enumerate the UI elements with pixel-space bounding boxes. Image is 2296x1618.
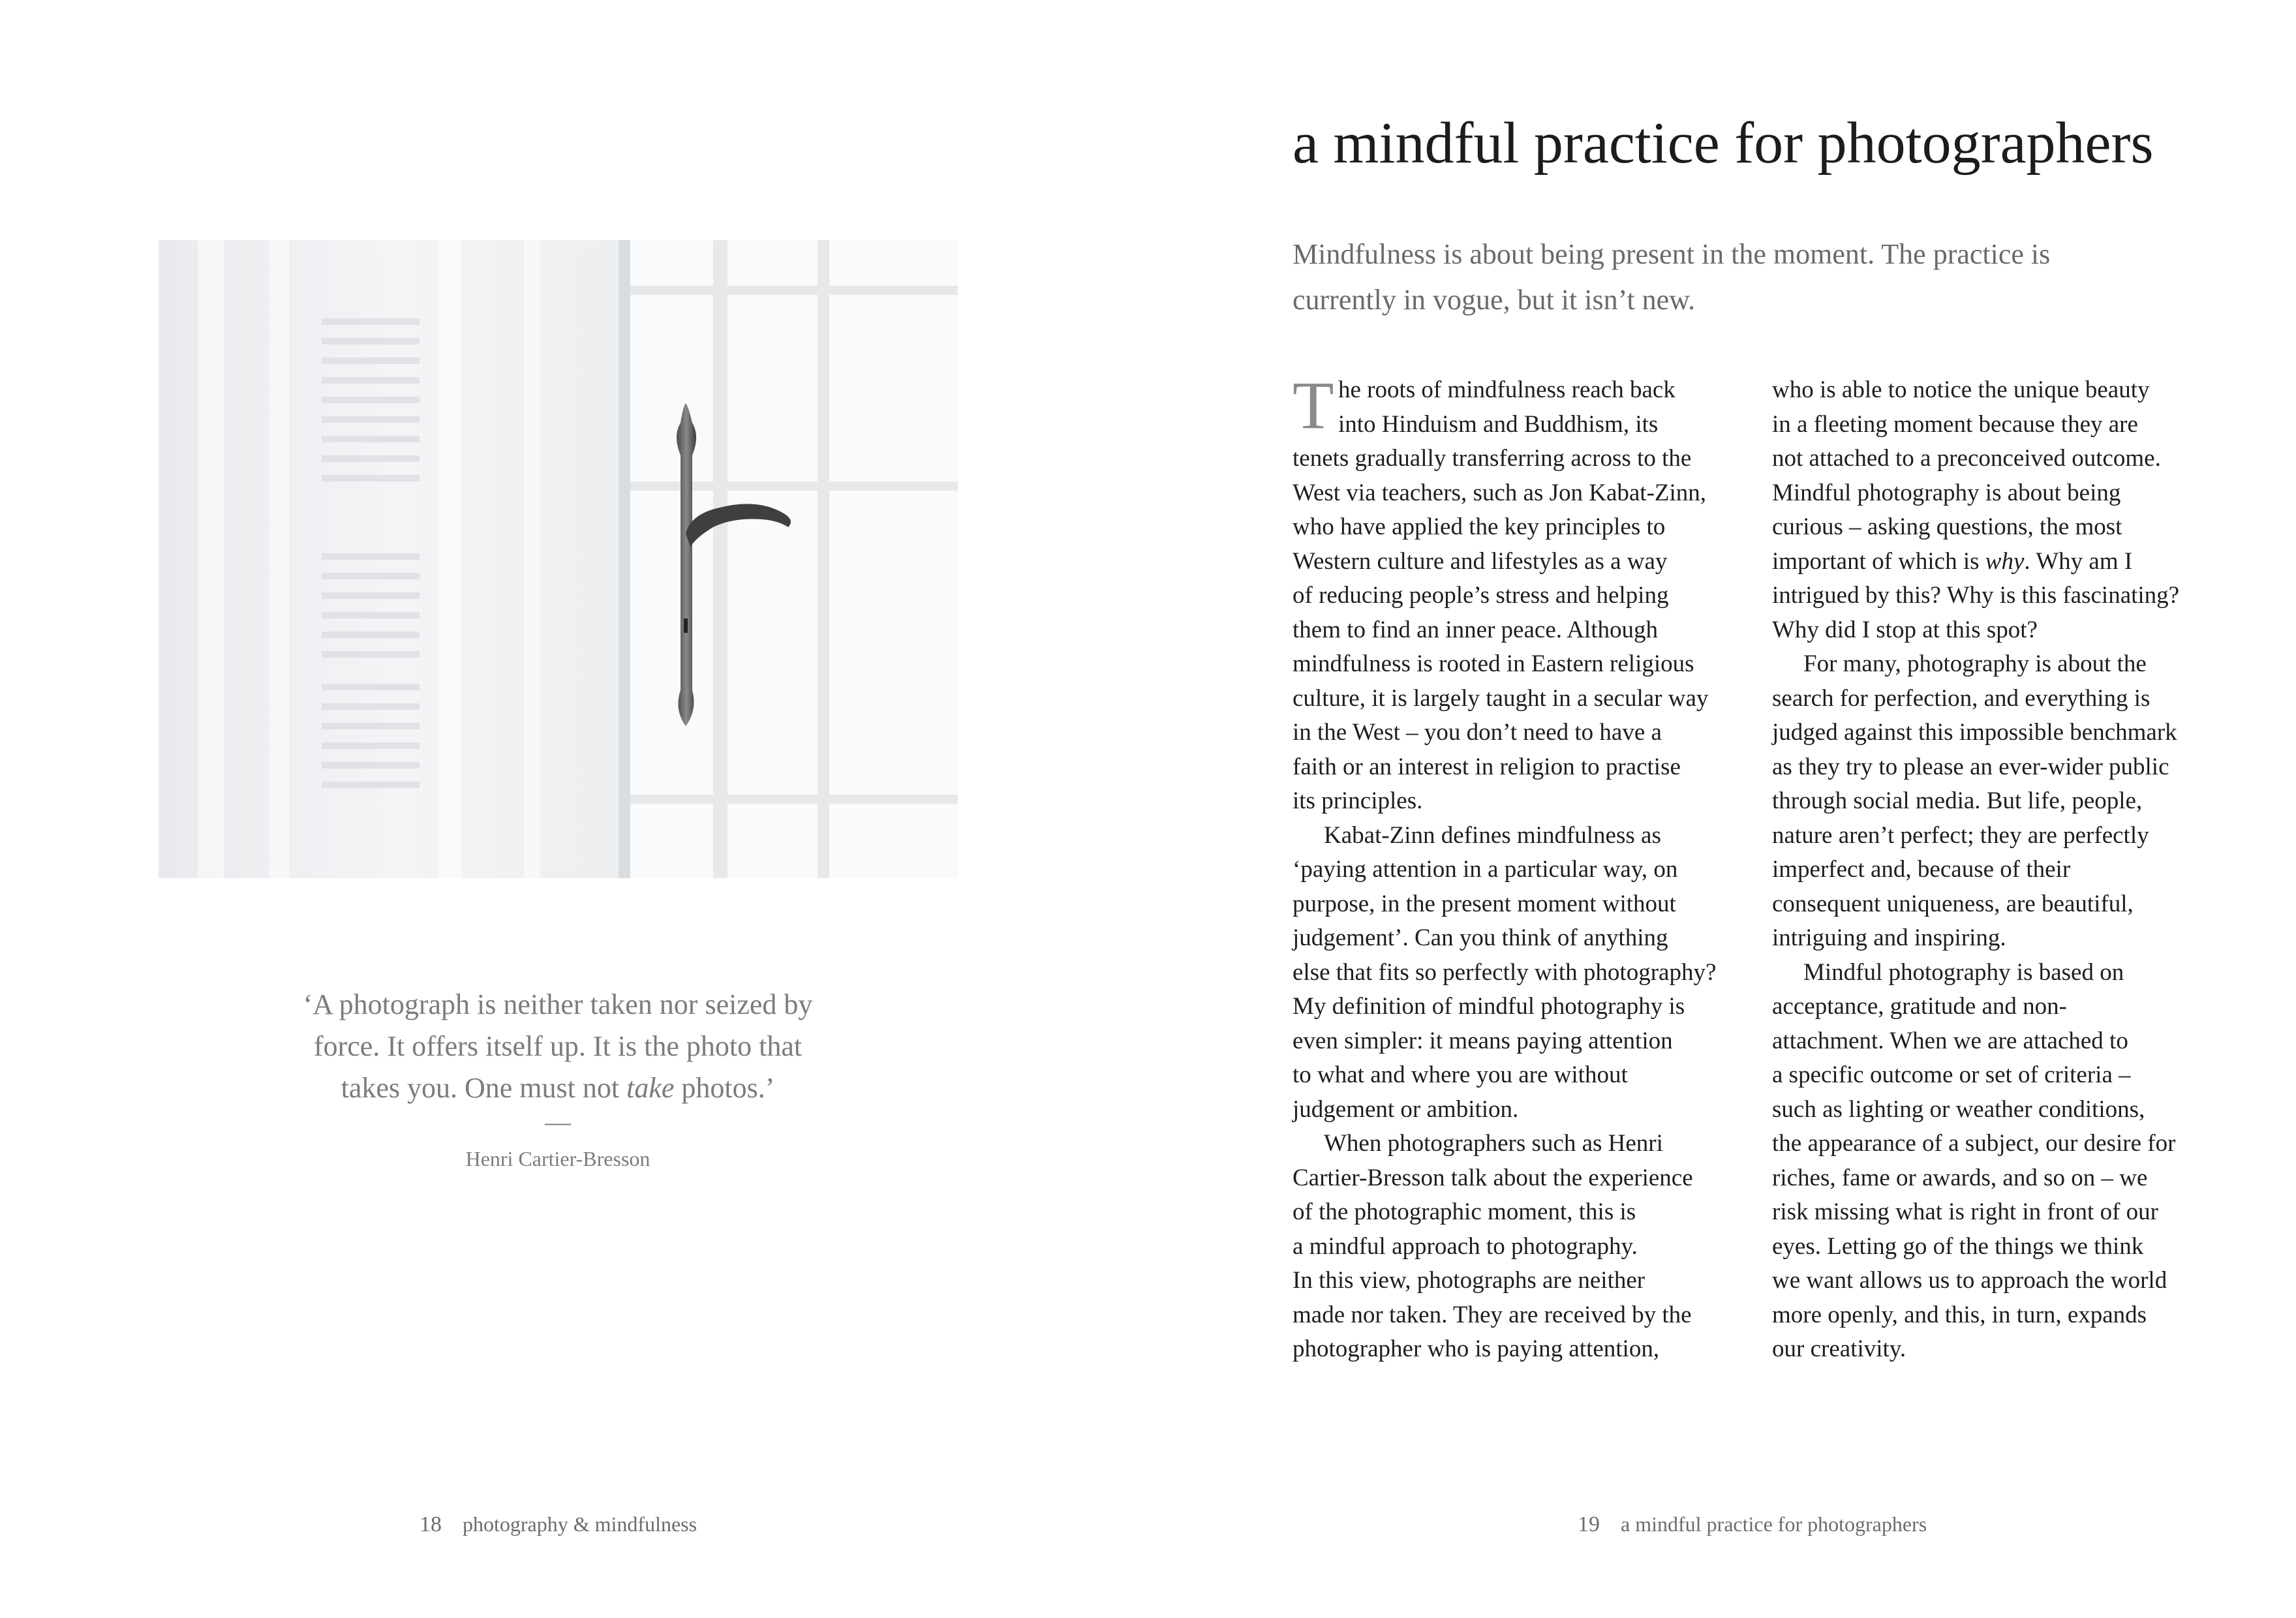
body-line: Mindful photography is based on <box>1803 958 2124 986</box>
body-line: judged against this impossible benchmark <box>1772 719 2177 746</box>
body-line: tenets gradually transferring across to the <box>1293 445 1692 472</box>
body-emphasis: why <box>1985 547 2025 575</box>
body-line: such as lighting or weather conditions, <box>1772 1095 2145 1123</box>
body-line: ‘paying attention in a particular way, on <box>1293 856 1678 883</box>
body-line: intriguing and inspiring. <box>1772 924 2006 951</box>
quote-author: Henri Cartier-Bresson <box>465 1147 651 1170</box>
body-line: imperfect and, because of their <box>1772 856 2071 883</box>
body-line: faith or an interest in religion to practise <box>1293 753 1681 780</box>
body-line: judgement or ambition. <box>1293 1095 1519 1123</box>
pull-quote <box>297 984 819 1174</box>
body-line: a specific outcome or set of criteria – <box>1772 1061 2131 1088</box>
body-line: culture, it is largely taught in a secular way <box>1293 684 1709 712</box>
body-line: as they try to please an ever-wider public <box>1772 753 2169 780</box>
body-line <box>1772 545 2222 579</box>
body-text: he roots of mindfulness reach back <box>1338 376 1676 403</box>
body-line: photographer who is paying attention, <box>1293 1336 1660 1362</box>
body-line: Western culture and lifestyles as a way <box>1293 547 1668 575</box>
body-line: In this view, photographs are neither <box>1293 1267 1645 1294</box>
body-line: West via teachers, such as Jon Kabat-Zinn, <box>1293 479 1707 506</box>
footer-left <box>420 1512 697 1537</box>
body-line: made nor taken. They are received by the <box>1293 1301 1692 1328</box>
door-handle-window-photo-icon <box>159 240 958 878</box>
body-line: our creativity. <box>1772 1336 1906 1362</box>
quote-line <box>297 1067 819 1109</box>
body-line: a mindful approach to photography. <box>1293 1232 1638 1260</box>
body-line: who is able to notice the unique beauty <box>1772 376 2150 403</box>
body-line: Why did I stop at this spot? <box>1772 616 2038 643</box>
intro-line: Mindfulness is about being present in the moment. The practice is <box>1293 238 2051 270</box>
body-line: else that fits so perfectly with photography? <box>1293 958 1717 986</box>
drop-cap: T <box>1293 368 1334 443</box>
body-line: Kabat-Zinn defines mindfulness as <box>1324 821 1661 849</box>
quote-line: force. It offers itself up. It is the photo that <box>313 1030 803 1062</box>
quote-dash: — <box>545 1107 571 1137</box>
body-line: judgement’. Can you think of anything <box>1293 924 1668 951</box>
body-line: of the photographic moment, this is <box>1293 1198 1636 1225</box>
running-head: photography & mindfulness <box>463 1512 697 1536</box>
body-line: into Hinduism and Buddhism, its <box>1338 410 1659 438</box>
quote-text-segment: photos.’ <box>674 1072 775 1104</box>
body-line: Mindful photography is about being <box>1772 479 2121 506</box>
body-line: My definition of mindful photography is <box>1293 993 1685 1020</box>
body-line: even simpler: it means paying attention <box>1293 1027 1673 1054</box>
body-line: search for perfection, and everything is <box>1772 684 2151 712</box>
body-column-1 <box>1293 368 1746 1367</box>
body-line: we want allows us to approach the world <box>1772 1267 2167 1294</box>
running-head: a mindful practice for photographers <box>1621 1512 1927 1536</box>
body-line: risk missing what is right in front of our <box>1772 1198 2158 1225</box>
body-line: acceptance, gratitude and non- <box>1772 993 2067 1020</box>
body-line: attachment. When we are attached to <box>1772 1027 2128 1054</box>
intro-paragraph <box>1293 232 2141 323</box>
body-line: who have applied the key principles to <box>1293 513 1666 540</box>
page-number: 18 <box>420 1512 442 1536</box>
body-line: through social media. But life, people, <box>1772 787 2143 814</box>
page-number: 19 <box>1578 1512 1600 1536</box>
body-line: them to find an inner peace. Although <box>1293 616 1658 643</box>
body-line: nature aren’t perfect; they are perfectly <box>1772 821 2149 849</box>
body-line: not attached to a preconceived outcome. <box>1772 445 2161 472</box>
body-text: . Why am I <box>2024 547 2133 575</box>
body-line: eyes. Letting go of the things we think <box>1772 1232 2144 1260</box>
intro-line: currently in vogue, but it isn’t new. <box>1293 284 1696 316</box>
body-line: intrigued by this? Why is this fascinating? <box>1772 582 2180 609</box>
footer-right <box>1578 1512 1927 1537</box>
door-handle-photo <box>159 240 958 878</box>
quote-text <box>297 984 819 1109</box>
body-line: mindfulness is rooted in Eastern religious <box>1293 650 1694 677</box>
body-line: riches, fame or awards, and so on – we <box>1772 1164 2148 1191</box>
quote-line: ‘A photograph is neither taken nor seized by <box>303 988 813 1020</box>
quote-text-segment: takes you. One must not <box>341 1072 627 1104</box>
body-line: of reducing people’s stress and helping <box>1293 582 1669 609</box>
body-line: When photographers such as Henri <box>1324 1130 1663 1157</box>
body-line: consequent uniqueness, are beautiful, <box>1772 890 2134 917</box>
body-line: Cartier-Bresson talk about the experience <box>1293 1164 1693 1191</box>
body-line: the appearance of a subject, our desire for <box>1772 1130 2176 1157</box>
body-line: purpose, in the present moment without <box>1293 890 1676 917</box>
body-line: more openly, and this, in turn, expands <box>1772 1301 2147 1328</box>
body-line: curious – asking questions, the most <box>1772 513 2122 540</box>
body-line: its principles. <box>1293 787 1423 814</box>
body-line: For many, photography is about the <box>1803 650 2147 677</box>
body-line: to what and where you are without <box>1293 1061 1628 1088</box>
body-line: in the West – you don’t need to have a <box>1293 719 1662 746</box>
page-title: a mindful practice for photographers <box>1293 111 2154 176</box>
body-text: important of which is <box>1772 547 1985 575</box>
quote-emphasis: take <box>626 1072 675 1104</box>
body-column-2 <box>1772 373 2222 1367</box>
body-line: in a fleeting moment because they are <box>1772 410 2138 438</box>
